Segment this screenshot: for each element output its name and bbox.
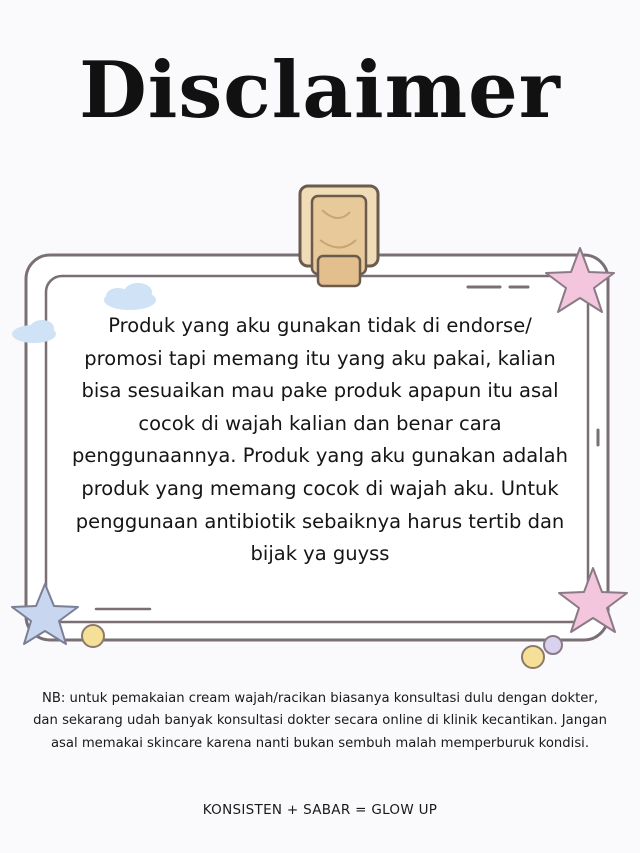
paper-clip-icon — [300, 186, 378, 286]
page-title: Disclaimer — [79, 45, 561, 136]
nb-note-text: NB: untuk pemakaian cream wajah/racikan biasanya konsultasi dulu dengan dokter, dan sekarang udah banyak konsultasi dokter secara online di klinik kecantikan. Jangan asal memakai skincare karena nanti bukan sembuh malah memperburuk kondisi. — [33, 691, 607, 751]
cloud-icon — [12, 320, 56, 343]
dot-icon — [82, 625, 104, 647]
motto-text: KONSISTEN + SABAR = GLOW UP — [202, 802, 438, 818]
disclaimer-body-text: Produk yang aku gunakan tidak di endorse/ promosi tapi memang itu yang aku pakai, kalian bisa sesuaikan mau pake produk apapun itu asal cocok di wajah kalian dan benar cara penggunaannya. Produk yang aku gunakan adalah produk yang memang cocok di wajah aku. Untuk penggunaan antibiotik sebaiknya harus tertib dan bijak ya guyss — [71, 314, 568, 566]
dot-icon — [522, 646, 544, 668]
dot-icon — [544, 636, 562, 654]
